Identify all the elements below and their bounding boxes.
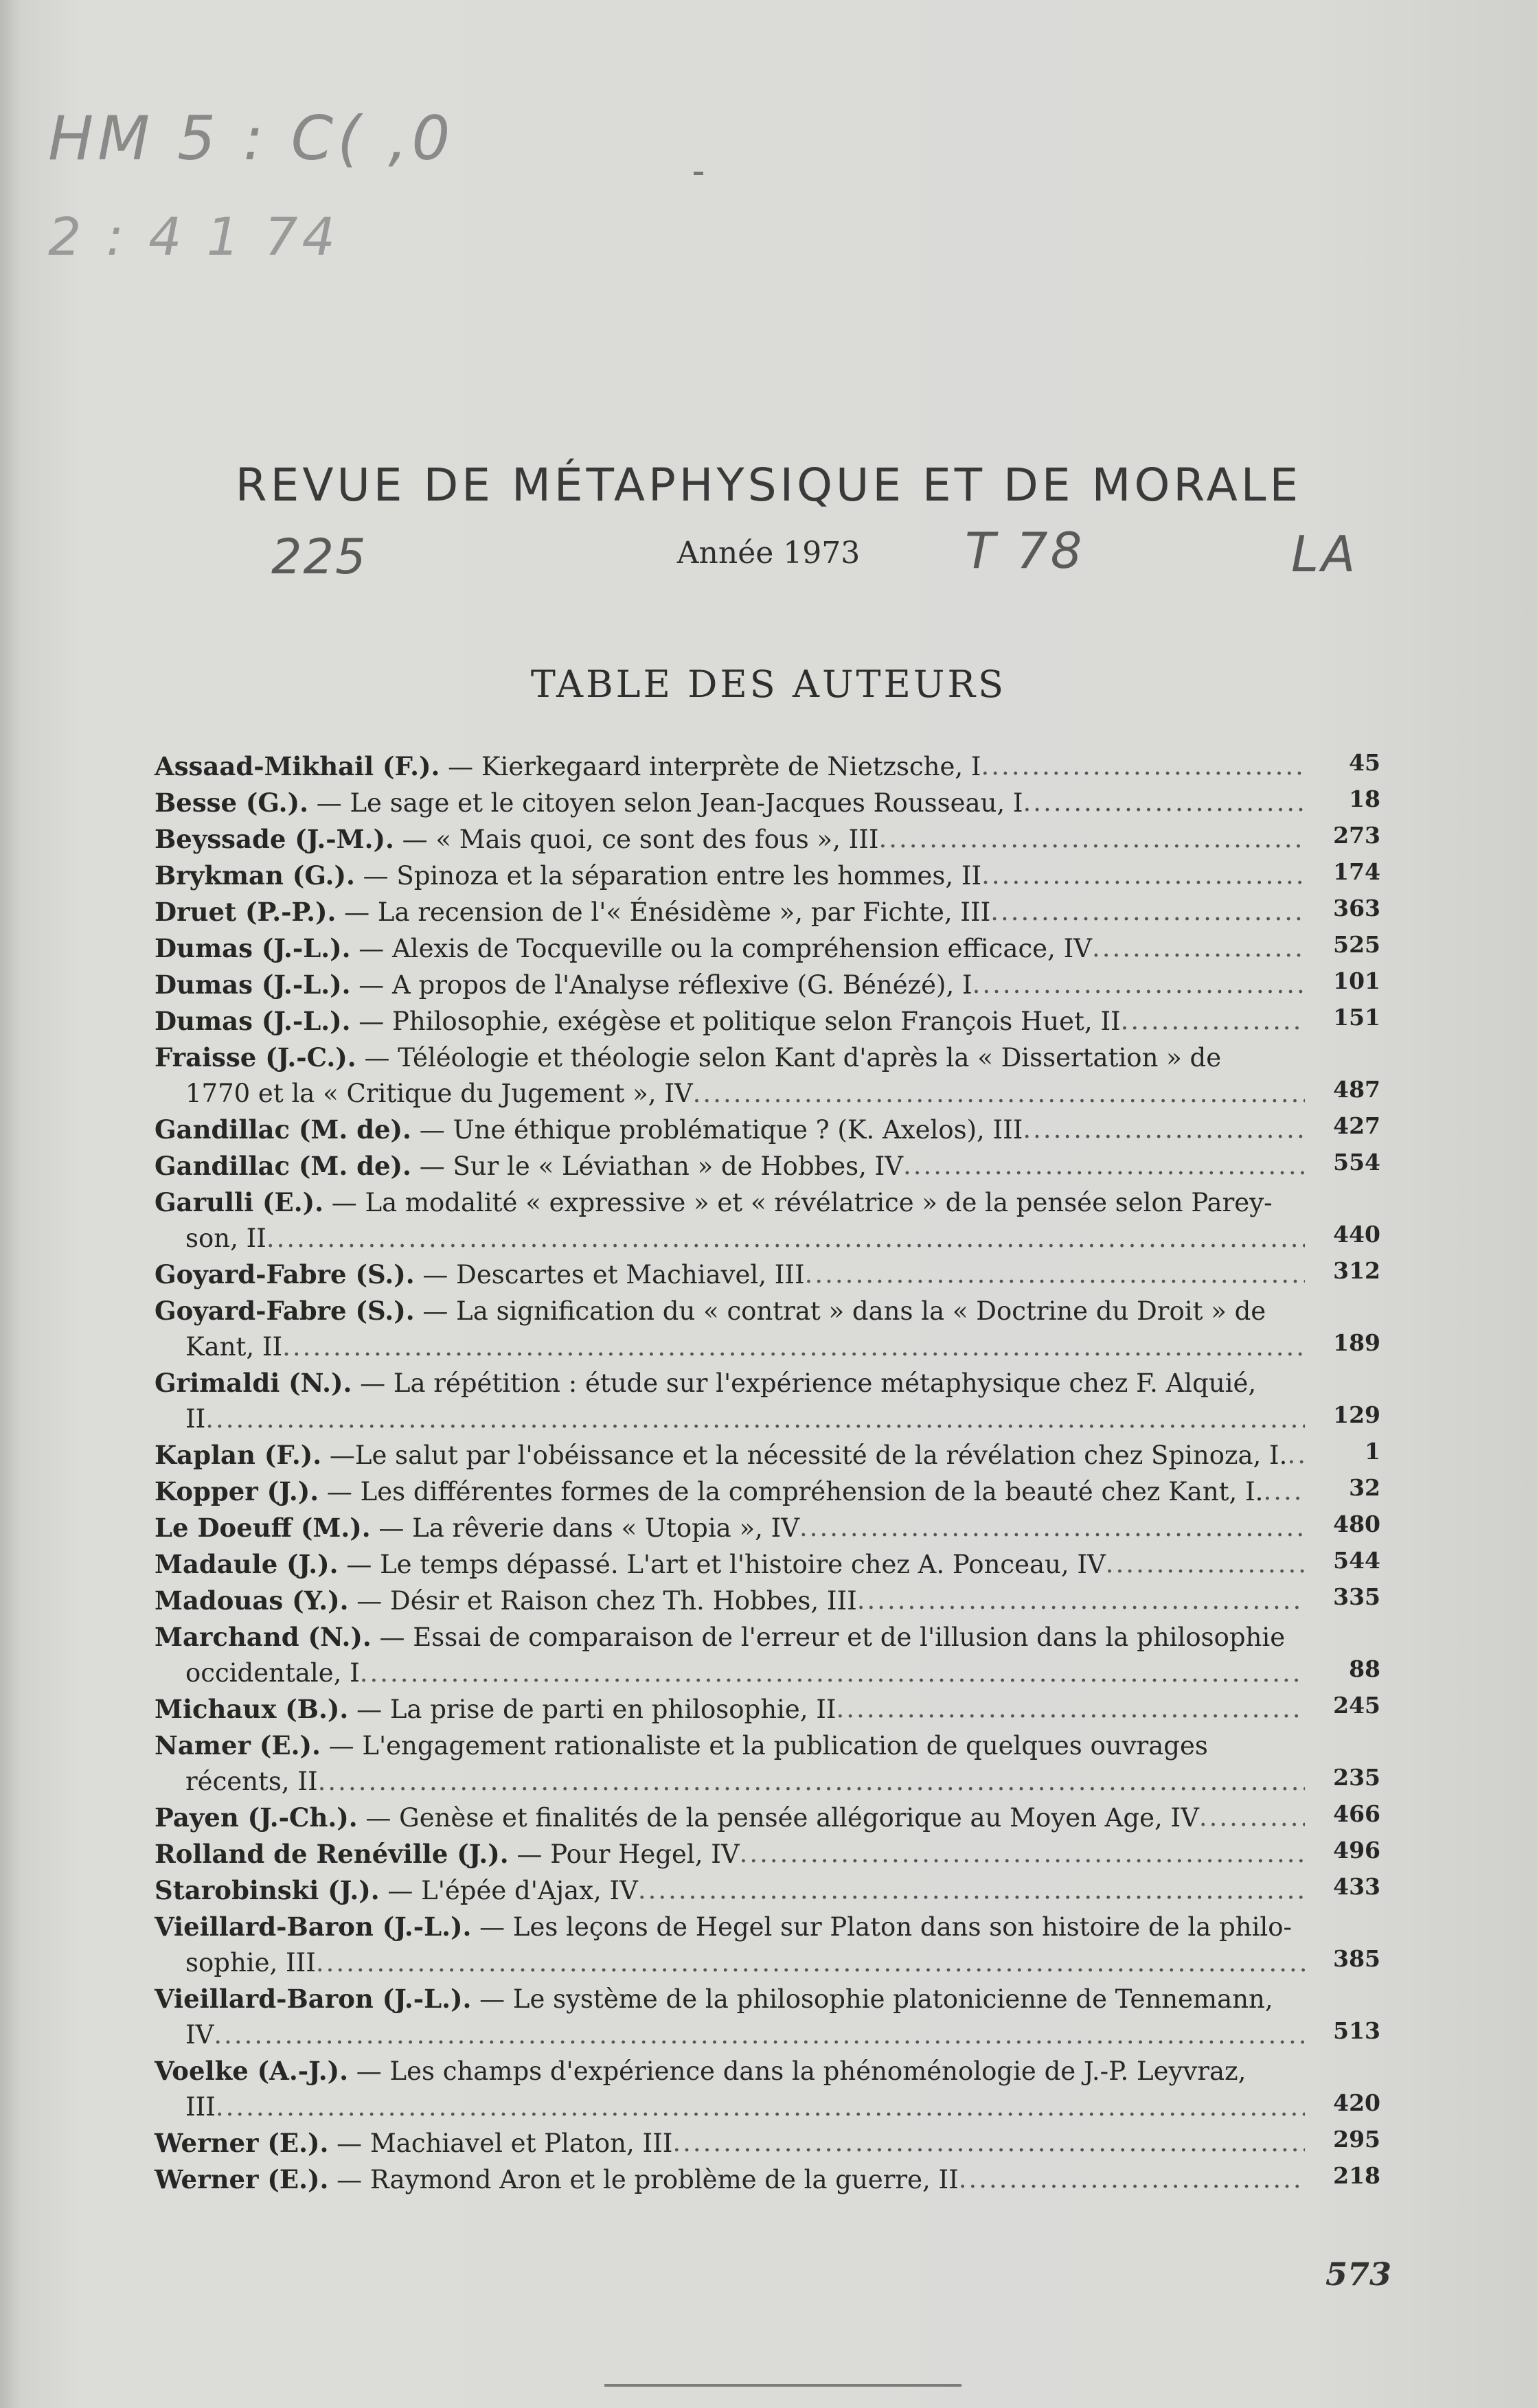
entry-page-number: 544 bbox=[1333, 1547, 1380, 1574]
entry-page-number: 45 bbox=[1349, 749, 1380, 776]
toc-entry bbox=[155, 785, 1380, 821]
entry-page-number: 420 bbox=[1333, 2089, 1380, 2116]
entry-title-line: — Kierkegaard interprète de Nietzsche, I bbox=[448, 752, 981, 781]
dot-leader bbox=[205, 1401, 1305, 1437]
entry-title-line: — Une éthique problématique ? (K. Axelos), III bbox=[419, 1115, 1023, 1145]
entry-author: Vieillard-Baron (J.-L.). bbox=[155, 1912, 472, 1942]
table-of-authors bbox=[155, 748, 1380, 2198]
entry-author: Vieillard-Baron (J.-L.). bbox=[155, 1984, 472, 2014]
dot-leader bbox=[282, 1329, 1305, 1365]
entry-title-line: — Les différentes formes de la compréhension de la beauté chez Kant, I. bbox=[326, 1477, 1264, 1506]
entry-author: Grimaldi (N.). bbox=[155, 1368, 352, 1398]
entry-page-number: 480 bbox=[1333, 1511, 1380, 1537]
toc-entry bbox=[155, 821, 1380, 858]
handwritten-right-note: LA bbox=[1291, 525, 1358, 583]
entry-author: Werner (E.). bbox=[155, 2128, 329, 2158]
entry-page-number: 554 bbox=[1333, 1149, 1380, 1176]
dot-leader bbox=[836, 1691, 1305, 1728]
entry-page-number: 335 bbox=[1333, 1583, 1380, 1610]
entry-author: Druet (P.-P.). bbox=[155, 897, 337, 927]
entry-title-line: — Le sage et le citoyen selon Jean-Jacques Rousseau, I bbox=[316, 788, 1023, 818]
entry-author: Namer (E.). bbox=[155, 1730, 321, 1761]
bottom-rule bbox=[604, 2384, 961, 2387]
entry-author: Gandillac (M. de). bbox=[155, 1114, 411, 1145]
dot-leader bbox=[990, 894, 1305, 930]
dot-leader bbox=[857, 1583, 1305, 1619]
toc-entry bbox=[155, 1728, 1380, 1800]
entry-title-line: II bbox=[185, 1404, 206, 1434]
entry-title-line: — La modalité « expressive » et « révélatrice » de la pensée selon Parey- bbox=[331, 1188, 1273, 1217]
entry-author: Marchand (N.). bbox=[155, 1622, 372, 1652]
toc-entry bbox=[155, 1800, 1380, 1836]
entry-title-line: — Les leçons de Hegel sur Platon dans son histoire de la philo- bbox=[479, 1912, 1293, 1942]
dot-leader bbox=[360, 1655, 1305, 1691]
entry-title-line: — La signification du « contrat » dans la « Doctrine du Droit » de bbox=[422, 1296, 1266, 1326]
entry-page-number: 218 bbox=[1333, 2162, 1380, 2189]
entry-page-number: 513 bbox=[1333, 2017, 1380, 2044]
entry-author: Gandillac (M. de). bbox=[155, 1151, 411, 1181]
entry-author: Goyard-Fabre (S.). bbox=[155, 1259, 415, 1289]
entry-author: Starobinski (J.). bbox=[155, 1875, 380, 1905]
pencil-mark bbox=[694, 172, 703, 175]
entry-title-line: sophie, III bbox=[185, 1948, 316, 1977]
dot-leader bbox=[1287, 1437, 1305, 1474]
entry-page-number: 101 bbox=[1333, 967, 1380, 994]
entry-page-number: 245 bbox=[1333, 1692, 1380, 1719]
entry-page-number: 295 bbox=[1333, 2126, 1380, 2153]
entry-title-line: — Désir et Raison chez Th. Hobbes, III bbox=[356, 1586, 857, 1616]
entry-page-number: 385 bbox=[1333, 1945, 1380, 1972]
entry-title-line: — La répétition : étude sur l'expérience métaphysique chez F. Alquié, bbox=[360, 1368, 1257, 1398]
entry-title-line: — Le système de la philosophie platonicienne de Tennemann, bbox=[479, 1984, 1273, 2014]
entry-title-line: — La recension de l'« Énésidème », par Fichte, III bbox=[344, 897, 991, 927]
dot-leader bbox=[316, 1945, 1305, 1981]
page-number: 573 bbox=[1325, 2256, 1392, 2293]
entry-title-line: — « Mais quoi, ce sont des fous », III bbox=[402, 825, 879, 854]
journal-title: REVUE DE MÉTAPHYSIQUE ET DE MORALE bbox=[235, 459, 1302, 512]
toc-entry bbox=[155, 748, 1380, 785]
entry-title-line: III bbox=[185, 2092, 216, 2122]
dot-leader bbox=[972, 967, 1305, 1003]
entry-title-line: — Pour Hegel, IV bbox=[516, 1839, 740, 1869]
toc-entry bbox=[155, 930, 1380, 967]
entry-page-number: 496 bbox=[1333, 1837, 1380, 1864]
dot-leader bbox=[903, 1148, 1305, 1184]
dot-leader bbox=[216, 2089, 1305, 2125]
dot-leader bbox=[981, 748, 1305, 785]
toc-entry bbox=[155, 1546, 1380, 1583]
entry-page-number: 129 bbox=[1333, 1401, 1380, 1428]
entry-title-line: — Philosophie, exégèse et politique selon François Huet, II bbox=[358, 1007, 1121, 1036]
entry-author: Brykman (G.). bbox=[155, 860, 355, 891]
toc-entry bbox=[155, 1148, 1380, 1184]
toc-entry bbox=[155, 1257, 1380, 1293]
dot-leader bbox=[1199, 1800, 1305, 1836]
entry-title-line: — A propos de l'Analyse réflexive (G. Bénézé), I bbox=[358, 970, 972, 1000]
entry-title-line: 1770 et la « Critique du Jugement », IV bbox=[185, 1079, 693, 1108]
dot-leader bbox=[959, 2162, 1305, 2198]
dot-leader bbox=[214, 2017, 1305, 2053]
entry-page-number: 174 bbox=[1333, 858, 1380, 885]
entry-title-line: Kant, II bbox=[185, 1332, 283, 1362]
entry-author: Garulli (E.). bbox=[155, 1187, 323, 1217]
entry-page-number: 1 bbox=[1365, 1438, 1380, 1465]
entry-title-line: — Machiavel et Platon, III bbox=[337, 2129, 673, 2158]
toc-entry bbox=[155, 1003, 1380, 1040]
entry-author: Voelke (A.-J.). bbox=[155, 2056, 348, 2086]
entry-page-number: 525 bbox=[1333, 931, 1380, 958]
entry-author: Michaux (B.). bbox=[155, 1694, 349, 1724]
toc-entry bbox=[155, 2162, 1380, 2198]
entry-author: Fraisse (J.-C.). bbox=[155, 1042, 356, 1073]
dot-leader bbox=[1106, 1546, 1305, 1583]
toc-entry bbox=[155, 894, 1380, 930]
toc-entry bbox=[155, 2125, 1380, 2162]
entry-page-number: 235 bbox=[1333, 1764, 1380, 1791]
entry-author: Goyard-Fabre (S.). bbox=[155, 1296, 415, 1326]
entry-title-line: — Essai de comparaison de l'erreur et de l'illusion dans la philosophie bbox=[379, 1622, 1286, 1652]
dot-leader bbox=[740, 1836, 1305, 1872]
handwritten-center-note: T 78 bbox=[965, 522, 1085, 580]
toc-entry bbox=[155, 1112, 1380, 1148]
entry-author: Madaule (J.). bbox=[155, 1549, 339, 1579]
entry-author: Besse (G.). bbox=[155, 788, 308, 818]
entry-author: Assaad-Mikhail (F.). bbox=[155, 751, 440, 781]
entry-title-line: — Les champs d'expérience dans la phénoménologie de J.-P. Leyvraz, bbox=[356, 2056, 1246, 2086]
entry-page-number: 363 bbox=[1333, 895, 1380, 921]
entry-title-line: — La rêverie dans « Utopia », IV bbox=[378, 1513, 800, 1543]
dot-leader bbox=[318, 1764, 1305, 1800]
entry-author: Kaplan (F.). bbox=[155, 1440, 322, 1470]
toc-entry bbox=[155, 1040, 1380, 1112]
dot-leader bbox=[638, 1872, 1305, 1909]
toc-entry bbox=[155, 858, 1380, 894]
entry-title-line: — L'épée d'Ajax, IV bbox=[387, 1876, 638, 1905]
entry-page-number: 189 bbox=[1333, 1329, 1380, 1356]
entry-title-line: — Descartes et Machiavel, III bbox=[422, 1260, 805, 1289]
entry-author: Dumas (J.-L.). bbox=[155, 970, 351, 1000]
toc-entry bbox=[155, 1474, 1380, 1510]
entry-title-line: récents, II bbox=[185, 1767, 318, 1796]
entry-author: Beyssade (J.-M.). bbox=[155, 824, 394, 854]
dot-leader bbox=[266, 1221, 1305, 1257]
toc-entry bbox=[155, 1872, 1380, 1909]
dot-leader bbox=[1023, 1112, 1305, 1148]
entry-author: Werner (E.). bbox=[155, 2164, 329, 2194]
dot-leader bbox=[693, 1076, 1305, 1112]
entry-title-line: —Le salut par l'obéissance et la nécessité de la révélation chez Spinoza, I. bbox=[329, 1441, 1288, 1470]
toc-entry bbox=[155, 1619, 1380, 1691]
entry-page-number: 32 bbox=[1349, 1474, 1380, 1501]
dot-leader bbox=[1121, 1003, 1305, 1040]
dot-leader bbox=[672, 2125, 1305, 2162]
entry-author: Payen (J.-Ch.). bbox=[155, 1802, 358, 1833]
toc-entry bbox=[155, 1184, 1380, 1257]
entry-author: Dumas (J.-L.). bbox=[155, 1006, 351, 1036]
entry-title-line: — Sur le « Léviathan » de Hobbes, IV bbox=[419, 1151, 903, 1181]
entry-title-line: — Téléologie et théologie selon Kant d'après la « Dissertation » de bbox=[364, 1043, 1222, 1073]
entry-page-number: 18 bbox=[1349, 786, 1380, 812]
entry-author: Le Doeuff (M.). bbox=[155, 1513, 371, 1543]
toc-entry bbox=[155, 2053, 1380, 2125]
toc-entry bbox=[155, 1909, 1380, 1981]
handwritten-left-note: 225 bbox=[271, 529, 367, 585]
entry-page-number: 427 bbox=[1333, 1112, 1380, 1139]
dot-leader bbox=[799, 1510, 1305, 1546]
entry-page-number: 487 bbox=[1333, 1076, 1380, 1103]
dot-leader bbox=[1023, 785, 1305, 821]
entry-title-line: — Genèse et finalités de la pensée allégorique au Moyen Age, IV bbox=[365, 1803, 1199, 1833]
entry-title-line: — L'engagement rationaliste et la publication de quelques ouvrages bbox=[328, 1731, 1208, 1761]
entry-page-number: 88 bbox=[1349, 1655, 1380, 1682]
year-label: Année 1973 bbox=[676, 536, 861, 571]
entry-author: Kopper (J.). bbox=[155, 1476, 319, 1506]
toc-entry bbox=[155, 1691, 1380, 1728]
entry-page-number: 151 bbox=[1333, 1004, 1380, 1031]
entry-page-number: 312 bbox=[1333, 1257, 1380, 1284]
toc-entry bbox=[155, 1836, 1380, 1872]
handwritten-shelfmark-1: HM 5 : C( ,0 bbox=[48, 103, 455, 174]
entry-page-number: 440 bbox=[1333, 1221, 1380, 1248]
toc-entry bbox=[155, 967, 1380, 1003]
entry-title-line: — Le temps dépassé. L'art et l'histoire chez A. Ponceau, IV bbox=[346, 1550, 1106, 1579]
toc-entry bbox=[155, 1583, 1380, 1619]
entry-page-number: 273 bbox=[1333, 822, 1380, 849]
toc-entry bbox=[155, 1981, 1380, 2053]
entry-author: Madouas (Y.). bbox=[155, 1585, 349, 1616]
section-title: TABLE DES AUTEURS bbox=[530, 663, 1007, 706]
dot-leader bbox=[1263, 1474, 1305, 1510]
dot-leader bbox=[981, 858, 1305, 894]
toc-entry bbox=[155, 1437, 1380, 1474]
entry-page-number: 433 bbox=[1333, 1873, 1380, 1900]
entry-title-line: — Alexis de Tocqueville ou la compréhension efficace, IV bbox=[358, 934, 1092, 963]
dot-leader bbox=[878, 821, 1305, 858]
handwritten-shelfmark-2: 2 : 4 1 74 bbox=[48, 206, 340, 267]
toc-entry bbox=[155, 1510, 1380, 1546]
entry-title-line: — La prise de parti en philosophie, II bbox=[356, 1695, 836, 1724]
entry-page-number: 466 bbox=[1333, 1800, 1380, 1827]
entry-title-line: son, II bbox=[185, 1224, 266, 1253]
dot-leader bbox=[805, 1257, 1305, 1293]
entry-title-line: — Spinoza et la séparation entre les hommes, II bbox=[363, 861, 982, 891]
toc-entry bbox=[155, 1293, 1380, 1365]
entry-author: Dumas (J.-L.). bbox=[155, 933, 351, 963]
entry-title-line: IV bbox=[185, 2020, 214, 2050]
entry-title-line: — Raymond Aron et le problème de la guerre, II bbox=[337, 2165, 959, 2194]
dot-leader bbox=[1092, 930, 1305, 967]
toc-entry bbox=[155, 1365, 1380, 1437]
entry-title-line: occidentale, I bbox=[185, 1658, 360, 1688]
entry-author: Rolland de Renéville (J.). bbox=[155, 1839, 509, 1869]
